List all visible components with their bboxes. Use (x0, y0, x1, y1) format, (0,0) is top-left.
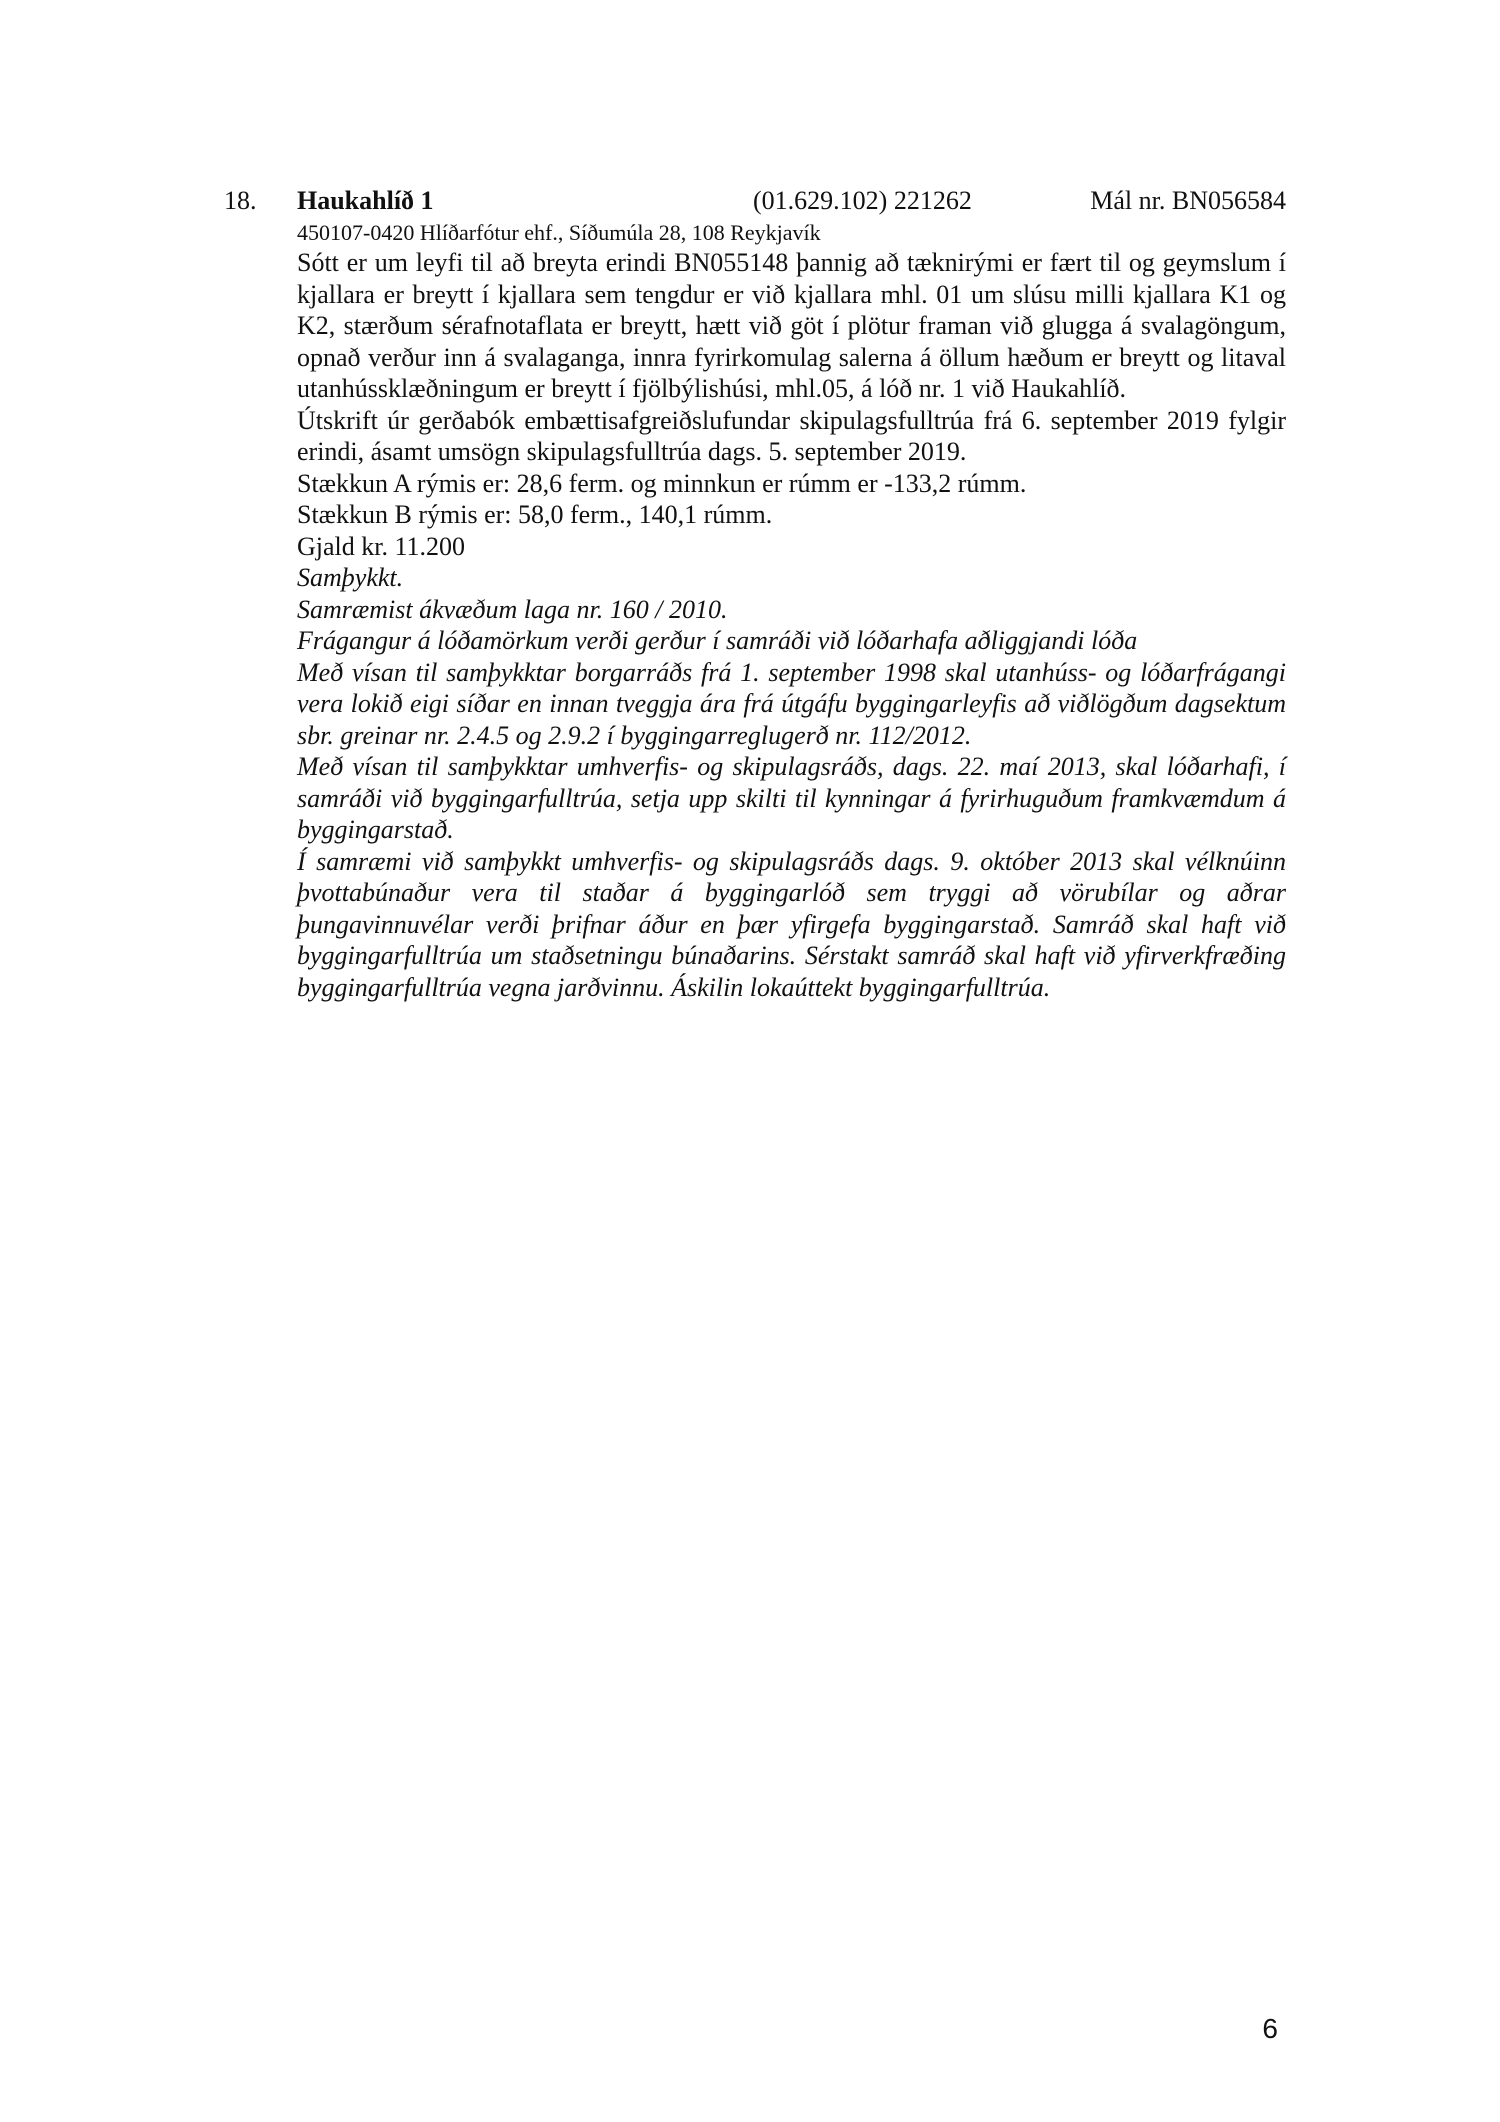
case-number: 18. (224, 186, 257, 215)
applicant-line: 450107-0420 Hlíðarfótur ehf., Síðumúla 28, 108 Reykjavík (297, 220, 821, 245)
case-header (224, 183, 1286, 219)
case-body (297, 219, 1286, 1003)
case-property-ids: (01.629.102) 221262 (753, 186, 972, 215)
decision-boundary: Frágangur á lóðamörkum verði gerður í samráði við lóðarhafa aðliggjandi lóða (297, 626, 1138, 655)
decision-conforms: Samræmist ákvæðum laga nr. 160 / 2010. (297, 594, 728, 624)
decision-signage: Með vísan til samþykktar umhverfis- og skipulagsráðs, dags. 22. maí 2013, skal lóðarhafi, í samráði við byggingarfulltrúa, setja upp skilti til kynningar á fyrirhuguðum framkvæmdum á byggingarstað. (297, 752, 1286, 844)
enlargement-b-line: Stækkun B rýmis er: 58,0 ferm., 140,1 rúmm. (297, 500, 773, 529)
case-reference: Mál nr. BN056584 (1090, 186, 1286, 215)
enlargement-a-line: Stækkun A rýmis er: 28,6 ferm. og minnkun er rúmm er -133,2 rúmm. (297, 468, 1027, 498)
case-address: Haukahlíð 1 (297, 186, 434, 215)
decision-council: Með vísan til samþykktar borgarráðs frá 1. september 1998 skal utanhúss- og lóðarfrágangi vera lokið eigi síðar en innan tveggja ára frá útgáfu byggingarleyfis að viðlögðum dagsektum sbr. greinar nr. 2.4.5 og 2.9.2 í byggingarreglugerð nr. 112/2012. (297, 657, 1286, 750)
page-number: 6 (1262, 2013, 1278, 2044)
extract-paragraph: Útskrift úr gerðabók embættisafgreiðslufundar skipulagsfulltrúa frá 6. september 2019 fylgir erindi, ásamt umsögn skipulagsfulltrúa dags. 5. september 2019. (297, 405, 1286, 466)
decision-approved: Samþykkt. (297, 563, 404, 592)
decision-wash: Í samræmi við samþykkt umhverfis- og skipulagsráðs dags. 9. október 2013 skal vélknúinn þvottabúnaður vera til staðar á byggingarlóð sem tryggi að vörubílar og aðrar þungavinnuvélar verði þrifnar áður en þær yfirgefa byggingarstað. Samráð skal haft við byggingarfulltrúa um staðsetningu búnaðarins. Sérstakt samráð skal haft við yfirverkfræðing byggingarfulltrúa vegna jarðvinnu. Áskilin lokaúttekt byggingarfulltrúa. (297, 846, 1286, 1002)
application-paragraph: Sótt er um leyfi til að breyta erindi BN055148 þannig að tæknirými er fært til og geymslum í kjallara er breytt í kjallara sem tengdur er við kjallara mhl. 01 um slúsu milli kjallara K1 og K2, stærðum sérafnotaflata er breytt, hætt við göt í plötur framan við glugga á svalagöngum, opnað verður inn á svalaganga, innra fyrirkomulag salerna á öllum hæðum er breytt og litaval utanhússklæðningum er breytt í fjölbýlishúsi, mhl.05, á lóð nr. 1 við Haukahlíð. (297, 248, 1286, 403)
fee-line: Gjald kr. 11.200 (297, 531, 466, 561)
